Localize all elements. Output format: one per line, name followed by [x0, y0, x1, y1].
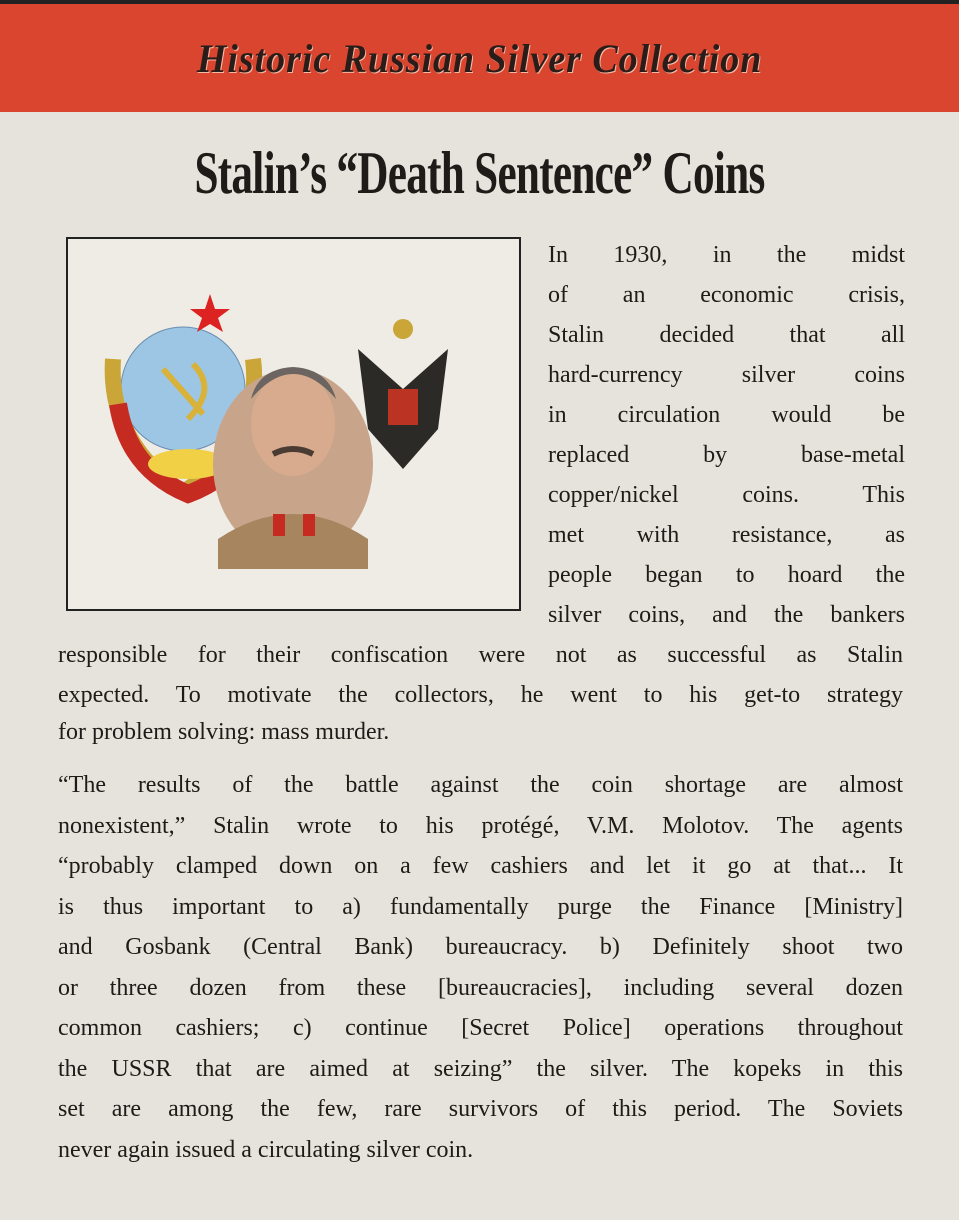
- page-title: Stalin’s “Death Sentence” Coins: [194, 140, 765, 206]
- text-line: “probably clamped down on a few cashiers and let it go at that... It: [58, 853, 903, 879]
- text-line: silver coins, and the bankers: [548, 602, 905, 628]
- text-line: “The results of the battle against the coin shortage are almost: [58, 772, 903, 798]
- text-line: expected. To motivate the collectors, he went to his get-to strategy: [58, 682, 903, 708]
- text-line: people began to hoard the: [548, 562, 905, 588]
- text-line: met with resistance, as: [548, 522, 905, 548]
- text-line: replaced by base-metal: [548, 442, 905, 468]
- stalin-soviet-emblem-illustration-icon: [68, 239, 519, 609]
- text-line: the USSR that are aimed at seizing” the silver. The kopeks in this: [58, 1055, 903, 1082]
- text-line: and Gosbank (Central Bank) bureaucracy. b) Definitely shoot two: [58, 934, 903, 960]
- text-line: copper/nickel coins. This: [548, 482, 905, 508]
- text-line: set are among the few, rare survivors of this period. The Soviets: [58, 1096, 903, 1122]
- text-line: of an economic crisis,: [548, 282, 905, 308]
- text-line: responsible for their confiscation were not as successful as Stalin: [58, 642, 903, 668]
- text-line: in circulation would be: [548, 402, 905, 428]
- article-illustration: [66, 237, 521, 611]
- text-line: In 1930, in the midst: [548, 242, 905, 268]
- text-line: Stalin decided that all: [548, 322, 905, 348]
- series-banner: [0, 4, 959, 112]
- text-line: common cashiers; c) continue [Secret Police] operations throughout: [58, 1015, 903, 1041]
- text-line: or three dozen from these [bureaucracies], including several dozen: [58, 974, 903, 1001]
- text-line: is thus important to a) fundamentally purge the Finance [Ministry]: [58, 893, 903, 920]
- text-line: never again issued a circulating silver coin.: [58, 1136, 474, 1163]
- text-line: for problem solving: mass murder.: [58, 719, 390, 745]
- series-title: Historic Russian Silver Collection: [196, 35, 763, 81]
- text-line: nonexistent,” Stalin wrote to his protégé, V.M. Molotov. The agents: [58, 812, 903, 839]
- text-line: hard-currency silver coins: [548, 362, 905, 388]
